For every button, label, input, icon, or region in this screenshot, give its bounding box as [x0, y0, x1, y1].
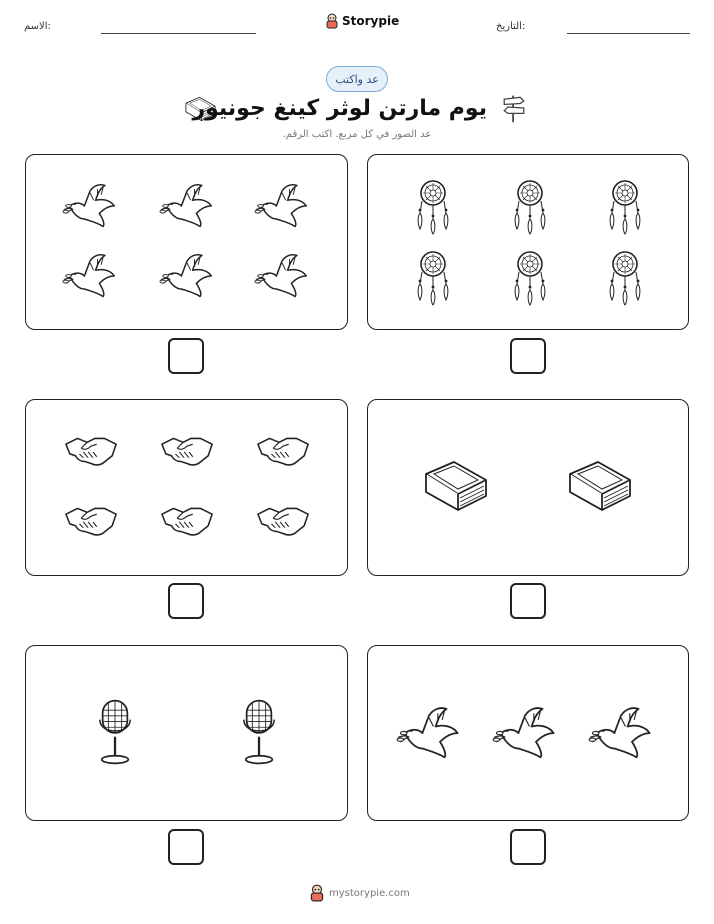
panel-microphones — [25, 645, 348, 821]
panel-doves — [25, 154, 348, 330]
dove-icon — [254, 251, 310, 299]
handshake-icon — [64, 430, 118, 470]
dove-icon — [396, 702, 462, 762]
date-line[interactable] — [567, 33, 690, 34]
book-icon — [564, 456, 634, 516]
dove-icon — [588, 702, 654, 762]
answer-box[interactable] — [168, 583, 204, 619]
storypie-mascot-icon — [309, 884, 325, 902]
dove-icon — [159, 251, 215, 299]
handshake-icon — [256, 430, 310, 470]
answer-box[interactable] — [510, 338, 546, 374]
answer-box[interactable] — [168, 829, 204, 865]
footer — [309, 884, 410, 902]
dreamcatcher-icon — [413, 250, 453, 306]
signpost-icon — [500, 92, 528, 124]
panel-doves — [367, 645, 689, 821]
dove-icon — [62, 251, 118, 299]
activity-badge: عد واكتب — [326, 66, 388, 92]
instructions: عد الصور في كل مربع. اكتب الرقم. — [282, 129, 432, 140]
dove-icon — [492, 702, 558, 762]
book-icon — [420, 456, 490, 516]
handshake-icon — [256, 500, 310, 540]
dreamcatcher-icon — [605, 179, 645, 235]
logo-text: Storypie — [342, 14, 400, 28]
page-title: يوم مارتن لوثر كينغ جونيور — [192, 96, 487, 121]
dreamcatcher-icon — [510, 179, 550, 235]
dreamcatcher-icon — [510, 250, 550, 306]
microphone-icon — [240, 698, 278, 766]
storypie-mascot-icon — [325, 13, 339, 29]
handshake-icon — [160, 430, 214, 470]
footer-url[interactable]: mystorypie.com — [329, 887, 410, 899]
dove-icon — [159, 181, 215, 229]
dove-icon — [254, 181, 310, 229]
storypie-logo — [325, 13, 399, 29]
dreamcatcher-icon — [605, 250, 645, 306]
dove-icon — [62, 181, 118, 229]
name-label: الاسم: — [24, 21, 51, 32]
handshake-icon — [160, 500, 214, 540]
date-label: التاريخ: — [496, 21, 526, 32]
dreamcatcher-icon — [413, 179, 453, 235]
handshake-icon — [64, 500, 118, 540]
panel-dreamcatchers — [367, 154, 689, 330]
panel-books — [367, 399, 689, 576]
name-line[interactable] — [101, 33, 256, 34]
microphone-icon — [96, 698, 134, 766]
panel-handshakes — [25, 399, 348, 576]
answer-box[interactable] — [168, 338, 204, 374]
answer-box[interactable] — [510, 583, 546, 619]
answer-box[interactable] — [510, 829, 546, 865]
